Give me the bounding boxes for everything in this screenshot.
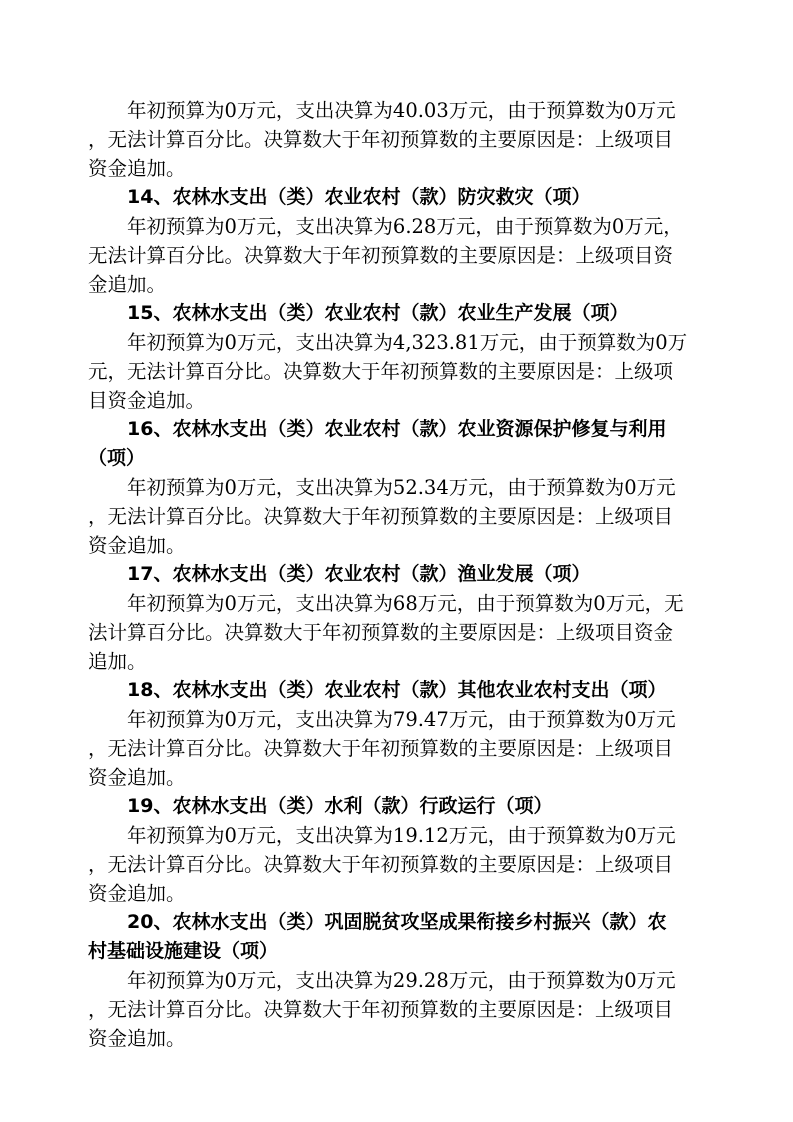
heading-line: 16、农林水支出（类）农业农村（款）农业资源保护修复与利用: [127, 418, 667, 440]
text-line: 法计算百分比。决算数大于年初预算数的主要原因是：上级项目资金: [88, 621, 674, 644]
text-line: 资金追加。: [88, 157, 186, 180]
budget-paragraph: [88, 705, 714, 792]
text-line: ，无法计算百分比。决算数大于年初预算数的主要原因是：上级项目: [88, 505, 674, 528]
budget-paragraph: [88, 212, 714, 299]
text-line: 年初预算为0万元，支出决算为6.28万元，由于预算数为0万元，: [127, 215, 683, 238]
text-line: 年初预算为0万元，支出决算为29.28万元，由于预算数为0万元: [127, 969, 676, 992]
text-line: 年初预算为0万元，支出决算为52.34万元，由于预算数为0万元: [127, 476, 676, 499]
heading-line: 15、农林水支出（类）农业农村（款）农业生产发展（项）: [127, 302, 629, 324]
text-line: 金追加。: [88, 273, 167, 296]
budget-paragraph: [88, 328, 714, 415]
text-line: 目资金追加。: [88, 389, 206, 412]
text-line: ，无法计算百分比。决算数大于年初预算数的主要原因是：上级项目: [88, 128, 674, 151]
heading-line: 18、农林水支出（类）农业农村（款）其他农业农村支出（项）: [127, 679, 667, 701]
text-line: 元，无法计算百分比。决算数大于年初预算数的主要原因是：上级项: [88, 360, 674, 383]
text-line: 年初预算为0万元，支出决算为68万元，由于预算数为0万元，无: [127, 592, 684, 615]
budget-paragraph: [88, 966, 714, 1053]
text-line: 年初预算为0万元，支出决算为40.03万元，由于预算数为0万元: [127, 99, 676, 122]
text-line: 追加。: [88, 650, 147, 673]
text-line: 资金追加。: [88, 882, 186, 905]
budget-paragraph: [88, 589, 714, 676]
budget-paragraph: [88, 821, 714, 908]
heading-line: 17、农林水支出（类）农业农村（款）渔业发展（项）: [127, 563, 591, 585]
text-line: 资金追加。: [88, 766, 186, 789]
heading-line: 14、农林水支出（类）农业农村（款）防灾救灾（项）: [127, 186, 591, 208]
section-heading: [88, 299, 714, 328]
text-line: 年初预算为0万元，支出决算为19.12万元，由于预算数为0万元: [127, 824, 676, 847]
text-line: 无法计算百分比。决算数大于年初预算数的主要原因是：上级项目资: [88, 244, 674, 267]
section-heading: [88, 183, 714, 212]
heading-line: 村基础设施建设（项）: [88, 940, 279, 962]
budget-paragraph: [88, 96, 714, 183]
section-heading: [88, 792, 714, 821]
heading-line: 20、农林水支出（类）巩固脱贫攻坚成果衔接乡村振兴（款）农: [127, 911, 667, 933]
section-heading: [88, 908, 714, 966]
text-line: 年初预算为0万元，支出决算为4,323.81万元，由于预算数为0万: [127, 331, 688, 354]
document-page: [88, 96, 714, 1053]
budget-paragraph: [88, 473, 714, 560]
section-heading: [88, 676, 714, 705]
heading-line: （项）: [88, 447, 146, 469]
text-line: ，无法计算百分比。决算数大于年初预算数的主要原因是：上级项目: [88, 853, 674, 876]
text-line: 年初预算为0万元，支出决算为79.47万元，由于预算数为0万元: [127, 708, 676, 731]
text-line: 资金追加。: [88, 1027, 186, 1050]
section-heading: [88, 560, 714, 589]
text-line: 资金追加。: [88, 534, 186, 557]
section-heading: [88, 415, 714, 473]
heading-line: 19、农林水支出（类）水利（款）行政运行（项）: [127, 795, 553, 817]
text-line: ，无法计算百分比。决算数大于年初预算数的主要原因是：上级项目: [88, 998, 674, 1021]
text-line: ，无法计算百分比。决算数大于年初预算数的主要原因是：上级项目: [88, 737, 674, 760]
